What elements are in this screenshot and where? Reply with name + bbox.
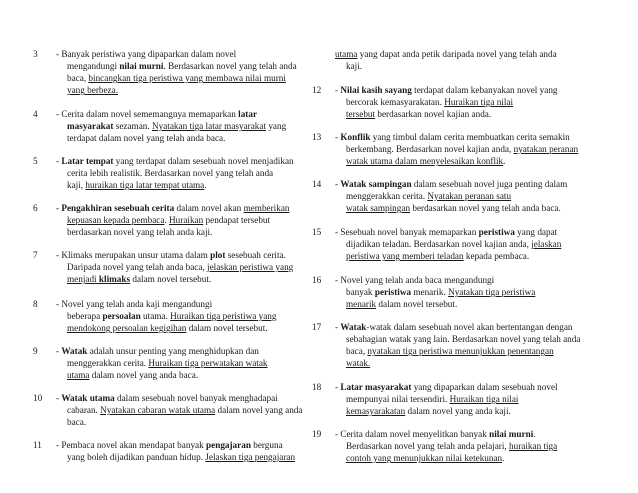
bold-keyword: Konflik: [340, 132, 371, 142]
question-line: [335, 190, 608, 202]
underlined-phrase: Nyatakan tiga latar masyarakat: [151, 121, 267, 132]
question-number: 13: [312, 132, 322, 142]
question-item: [312, 428, 608, 464]
text-run: beberapa: [67, 311, 103, 322]
underlined-phrase: nyatakan peranan: [513, 144, 579, 155]
text-run: .: [533, 429, 536, 439]
underlined-phrase: tersebut: [346, 109, 376, 120]
text-run: dalam novel tersebut.: [130, 274, 212, 285]
question-number: 3: [33, 49, 38, 59]
text-run: menggerakkan cerita.: [346, 191, 428, 202]
underlined-phrase: Nyatakan peranan satu: [427, 191, 512, 202]
bold-keyword: Watak: [61, 346, 88, 356]
question-line: [56, 369, 303, 381]
bold-keyword: nilai murni: [489, 429, 534, 439]
underlined-phrase: utama: [335, 49, 358, 59]
question-number: 18: [312, 382, 322, 392]
question-line: [56, 298, 303, 310]
question-line: [56, 60, 303, 72]
question-number: 9: [33, 346, 38, 356]
text-run: utama.: [140, 311, 171, 322]
question-item: [33, 392, 303, 428]
question-line: [56, 48, 303, 60]
text-run: terdapat dalam kebanyakan novel yang: [411, 85, 558, 95]
underlined-phrase: watak.: [346, 358, 371, 369]
question-item: [312, 381, 608, 417]
question-line: [335, 178, 608, 190]
text-run: berkembang. Berdasarkan novel kajian anda,: [346, 144, 514, 155]
text-run: dalam novel tersebut.: [376, 299, 458, 310]
text-run: menggerakkan cerita.: [67, 358, 149, 369]
text-run: .: [164, 215, 170, 226]
question-item: [33, 249, 303, 285]
question-item: [312, 226, 608, 262]
text-run: yang terdapat dalam sesebuah novel menjadikan: [113, 156, 294, 166]
question-item: [312, 321, 608, 369]
underlined-phrase: utama: [67, 370, 90, 381]
text-run: - Cerita dalam novel sememangnya memaparkan: [56, 109, 239, 119]
question-number: 4: [33, 109, 38, 119]
text-run: -: [56, 203, 62, 213]
question-number: 7: [33, 250, 38, 260]
question-item: [312, 131, 608, 167]
text-run: yang dipaparkan dalam sesebuah novel: [411, 382, 558, 392]
text-run: - Pembaca novel akan mendapat banyak: [56, 440, 207, 450]
underlined-phrase: Huraikan: [169, 215, 204, 226]
question-line: [56, 322, 303, 334]
text-run: .: [502, 453, 505, 464]
text-run: mengandungi: [67, 61, 120, 72]
text-run: .: [503, 156, 506, 167]
question-line: [335, 274, 608, 286]
text-run: pendapat tersebut: [203, 215, 271, 226]
text-run: adalah unsur penting yang menghidupkan dan: [87, 346, 259, 356]
text-run: dijadikan teladan. Berdasarkan novel kajian anda,: [346, 239, 532, 250]
question-number: 5: [33, 156, 38, 166]
text-run: yang boleh dijadikan panduan hidup.: [67, 452, 206, 463]
text-run: yang dapat anda petik daripada novel yang telah anda: [357, 49, 557, 59]
question-line: [56, 108, 303, 120]
question-line: [56, 451, 303, 463]
question-item: [312, 274, 608, 310]
question-number: 8: [33, 299, 38, 309]
underlined-phrase: Huraikan tiga nilai: [444, 97, 514, 108]
question-item: [33, 202, 303, 238]
question-line: [56, 167, 303, 179]
question-line: [56, 310, 303, 322]
text-run: kaji,: [67, 180, 86, 191]
text-run: menarik.: [411, 287, 449, 298]
underlined-phrase: nyatakan tiga peristiwa menunjukkan penentangan: [367, 346, 554, 357]
question-line: [335, 226, 608, 238]
question-line: [335, 428, 608, 440]
question-line: [56, 226, 303, 238]
bold-keyword: Latar masyarakat: [340, 382, 412, 392]
question-number: 14: [312, 179, 322, 189]
question-item: [33, 345, 303, 381]
bold-keyword: peristiwa: [374, 287, 412, 298]
text-run: baca,: [346, 346, 368, 357]
text-run: .: [204, 180, 207, 191]
question-number: 11: [33, 440, 42, 450]
underlined-phrase: contoh yang menunjukkan nilai ketekunan: [346, 453, 503, 464]
underlined-phrase: Huraikan tiga perwatakan watak: [148, 358, 268, 369]
bold-keyword: peristiwa: [478, 227, 515, 237]
text-run: sezaman.: [113, 121, 152, 132]
question-line: [335, 405, 608, 417]
bold-keyword: nilai murni: [119, 61, 164, 72]
bold-keyword: plot: [210, 250, 226, 260]
question-number: 12: [312, 85, 322, 95]
text-run: dalam sesebuah novel juga penting dalam: [411, 179, 568, 189]
question-line: [335, 131, 608, 143]
question-number: 19: [312, 429, 322, 439]
underlined-phrase: mendokong persoalan kegigihan: [67, 323, 187, 334]
text-run: -: [335, 132, 341, 142]
underlined-phrase: Nyatakan tiga peristiwa: [448, 287, 536, 298]
text-run: Berdasarkan novel yang telah anda pelajari,: [346, 441, 510, 452]
bold-keyword: persoalan: [102, 311, 141, 322]
question-number: 6: [33, 203, 38, 213]
underlined-phrase: yang berbeza.: [67, 85, 119, 96]
text-run: -: [56, 346, 62, 356]
text-run: sesebuah cerita.: [225, 250, 286, 260]
text-run: -: [335, 179, 341, 189]
underlined-phrase: klimaks: [98, 274, 131, 285]
text-run: yang timbul dalam cerita membuatkan cerita semakin: [370, 132, 570, 142]
text-run: dalam novel yang anda: [215, 405, 303, 416]
question-line: [56, 392, 303, 404]
text-run: banyak: [346, 287, 375, 298]
underlined-phrase: peristiwa yang memberi teladan: [346, 251, 464, 262]
text-run: baca.: [67, 417, 87, 428]
question-line: [335, 381, 608, 393]
bold-keyword: pengajaran: [206, 440, 251, 450]
text-run: berdasarkan novel kajian anda.: [375, 109, 492, 120]
question-line: [335, 333, 608, 345]
text-run: kaji.: [346, 61, 363, 72]
text-run: -: [56, 156, 62, 166]
question-line: [335, 345, 608, 357]
question-item: [312, 178, 608, 214]
bold-keyword: masyarakat: [67, 121, 114, 132]
text-run: - Novel yang telah anda kaji mengandungi: [56, 299, 213, 309]
bold-keyword: Nilai kasih sayang: [340, 85, 412, 95]
question-line: [335, 155, 608, 167]
underlined-phrase: Jelaskan tiga pengajaran: [205, 452, 296, 463]
text-run: sebahagian watak yang lain. Berdasarkan novel yang telah anda: [346, 334, 581, 345]
question-line: [56, 404, 303, 416]
text-run: yang: [266, 121, 287, 132]
question-line: [56, 261, 303, 273]
underlined-phrase: watak utama dalam menyelesaikan konflik: [346, 156, 504, 167]
question-line: [335, 143, 608, 155]
text-run: baca,: [67, 73, 89, 84]
question-line: [56, 120, 303, 132]
text-run: terdapat dalam novel yang telah anda baca.: [67, 133, 226, 144]
question-item: [33, 108, 303, 144]
question-line: [56, 249, 303, 261]
text-run: -: [335, 85, 341, 95]
text-run: berdasarkan novel yang telah anda kaji.: [67, 227, 213, 238]
question-line: [56, 439, 303, 451]
question-line: [56, 202, 303, 214]
underlined-phrase: huraikan tiga latar tempat utama: [85, 180, 205, 191]
underlined-phrase: menjadi: [67, 274, 99, 285]
text-run: . Berdasarkan novel yang telah anda: [163, 61, 297, 72]
question-number: 10: [33, 393, 43, 403]
text-run: berdasarkan novel yang telah anda baca.: [410, 203, 561, 214]
underlined-phrase: Nyatakan cabaran watak utama: [100, 405, 216, 416]
question-line: [335, 48, 608, 60]
bold-keyword: latar: [238, 109, 258, 119]
text-run: -watak dalam sesebuah novel akan bertentangan dengan: [366, 322, 573, 332]
question-line: [335, 60, 608, 72]
text-run: - Cerita dalam novel menyelitkan banyak: [335, 429, 490, 439]
text-run: -: [56, 393, 62, 403]
question-item: [33, 155, 303, 191]
question-line: [335, 452, 608, 464]
underlined-phrase: menarik: [346, 299, 377, 310]
question-line: [335, 440, 608, 452]
question-line: [56, 84, 303, 96]
question-line: [335, 286, 608, 298]
question-item: [312, 84, 608, 120]
question-line: [335, 96, 608, 108]
question-number: 17: [312, 322, 322, 332]
text-run: mempunyai nilai tersendiri.: [346, 394, 450, 405]
underlined-phrase: kepuasan kepada pembaca: [67, 215, 165, 226]
bold-keyword: Latar tempat: [61, 156, 114, 166]
underlined-phrase: Huraikan tiga nilai: [449, 394, 519, 405]
underlined-phrase: watak sampingan: [346, 203, 411, 214]
text-run: bercorak kemasyarakatan.: [346, 97, 445, 108]
question-line: [335, 357, 608, 369]
question-line: [56, 155, 303, 167]
underlined-phrase: huraikan tiga: [509, 441, 558, 452]
question-line: [335, 321, 608, 333]
question-number: 16: [312, 275, 322, 285]
question-item: [33, 48, 303, 96]
text-run: kepada pembaca.: [463, 251, 530, 262]
text-run: dalam novel yang anda baca.: [89, 370, 199, 381]
question-line: [56, 416, 303, 428]
text-run: dalam novel akan: [174, 203, 244, 213]
text-run: yang dapat: [514, 227, 558, 237]
question-number: 15: [312, 227, 322, 237]
text-run: - Novel yang telah anda baca mengandungi: [335, 275, 495, 285]
text-run: cerita lebih realistik. Berdasarkan novel yang telah anda: [67, 168, 274, 179]
question-line: [56, 72, 303, 84]
question-line: [56, 345, 303, 357]
bold-keyword: Watak: [340, 322, 367, 332]
question-line: [335, 393, 608, 405]
text-run: dalam sesebuah novel banyak menghadapai: [114, 393, 278, 403]
underlined-phrase: jelaskan: [531, 239, 562, 250]
text-run: dalam novel yang anda kaji.: [405, 406, 511, 417]
underlined-phrase: jelaskan peristiwa yang: [207, 262, 294, 273]
underlined-phrase: bincangkan tiga peristiwa yang membawa nilai murni: [88, 73, 286, 84]
question-line: [56, 357, 303, 369]
question-line: [56, 214, 303, 226]
question-line: [56, 273, 303, 285]
text-run: - Banyak peristiwa yang dipaparkan dalam novel: [56, 49, 237, 59]
text-run: -: [335, 322, 341, 332]
text-run: - Sesebuah novel banyak memaparkan: [335, 227, 479, 237]
question-line: [335, 108, 608, 120]
question-item: [312, 48, 608, 72]
question-line: [56, 132, 303, 144]
text-run: -: [335, 382, 341, 392]
question-item: [33, 439, 303, 463]
question-line: [335, 84, 608, 96]
text-run: berguna: [250, 440, 283, 450]
question-line: [56, 179, 303, 191]
text-run: - Klimaks merupakan unsur utama dalam: [56, 250, 211, 260]
question-line: [335, 202, 608, 214]
text-run: dalam novel tersebut.: [186, 323, 268, 334]
question-line: [335, 250, 608, 262]
question-line: [335, 298, 608, 310]
bold-keyword: Pengakhiran sesebuah cerita: [61, 203, 175, 213]
question-item: [33, 298, 303, 334]
question-line: [335, 238, 608, 250]
text-run: cabaran.: [67, 405, 101, 416]
bold-keyword: Watak utama: [61, 393, 115, 403]
underlined-phrase: kemasyarakatan: [346, 406, 406, 417]
underlined-phrase: Huraikan tiga peristiwa yang: [170, 311, 277, 322]
underlined-phrase: memberikan: [243, 203, 290, 213]
bold-keyword: Watak sampingan: [340, 179, 412, 189]
text-run: Daripada novel yang telah anda baca,: [67, 262, 208, 273]
